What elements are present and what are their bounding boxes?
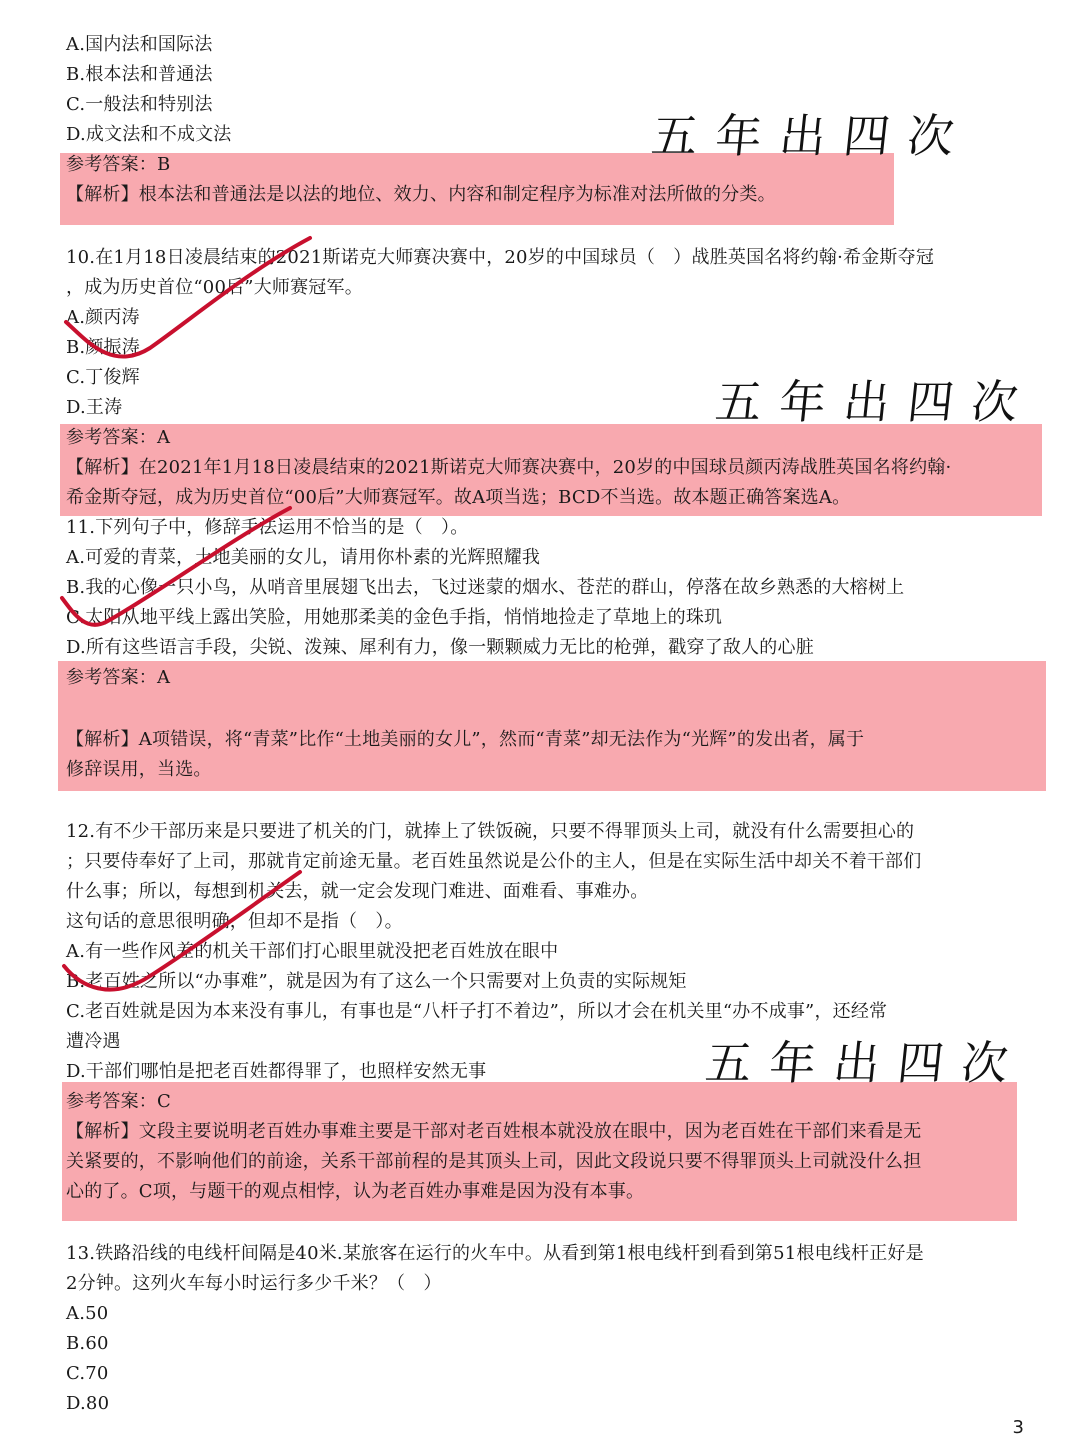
q12-answer: 参考答案：C [66,1091,171,1112]
q10-stem-line: ，成为历史首位“00后”大师赛冠军。 [66,277,363,298]
q12-option-c: C.老百姓就是因为本来没有事儿，有事也是“八杆子打不着边”，所以才会在机关里“办不成事”，还经常 [66,1001,888,1022]
q11-stem-line: 11.下列句子中，修辞手法运用不恰当的是（ ）。 [66,517,469,538]
q12-option-a: A.有一些作风差的机关干部们打心眼里就没把老百姓放在眼中 [66,941,559,962]
q10-answer: 参考答案：A [66,427,171,448]
q12-stem-line: 什么事；所以，每想到机关去，就一定会发现门难进、面难看、事难办。 [66,881,649,902]
q11-analysis-line: 修辞误用，当选。 [66,759,212,780]
q12-option-d: D.干部们哪怕是把老百姓都得罪了，也照样安然无事 [66,1061,487,1082]
q13-stem-line: 13.铁路沿线的电线杆间隔是40米.某旅客在运行的火车中。从看到第1根电线杆到看到第51根电线杆正好是 [66,1243,924,1264]
q11-analysis-line: 【解析】A项错误，将“青菜”比作“土地美丽的女儿”，然而“青菜”却无法作为“光辉”的发出者，属于 [66,729,865,750]
q13-option-a: A.50 [66,1303,109,1324]
q10-analysis-line: 【解析】在2021年1月18日凌晨结束的2021斯诺克大师赛决赛中，20岁的中国球员颜丙涛战胜英国名将约翰· [66,457,952,478]
q13-option-b: B.60 [66,1333,109,1354]
page-number: 3 [1012,1417,1024,1438]
q11-option-c: C.太阳从地平线上露出笑脸，用她那柔美的金色手指，悄悄地捡走了草地上的珠玑 [66,607,723,628]
q9-option-b: B.根本法和普通法 [66,64,213,85]
q11-option-d: D.所有这些语言手段，尖锐、泼辣、犀利有力，像一颗颗威力无比的枪弹，戳穿了敌人的心脏 [66,637,814,658]
q12-stem-line: ；只要侍奉好了上司，那就肯定前途无量。老百姓虽然说是公仆的主人，但是在实际生活中却关不着干部们 [66,851,922,872]
handwritten-note: 五年出四次 [702,1036,1029,1090]
q9-option-d: D.成文法和不成文法 [66,124,232,145]
q11-option-a: A.可爱的青菜，土地美丽的女儿，请用你朴素的光辉照耀我 [66,547,541,568]
q10-analysis-line: 希金斯夺冠，成为历史首位“00后”大师赛冠军。故A项当选；BCD不当选。故本题正确答案选A。 [66,487,851,508]
q11-answer: 参考答案：A [66,667,171,688]
q10-option-c: C.丁俊辉 [66,367,140,388]
q12-analysis-line: 心的了。C项，与题干的观点相悖，认为老百姓办事难是因为没有本事。 [66,1181,645,1202]
q10-stem-line: 10.在1月18日凌晨结束的2021斯诺克大师赛决赛中，20岁的中国球员（ ）战胜英国名将约翰·希金斯夺冠 [66,247,935,268]
q10-option-a: A.颜丙涛 [66,307,140,328]
q12-stem-line: 这句话的意思很明确，但却不是指（ ）。 [66,911,403,932]
q10-option-d: D.王涛 [66,397,123,418]
q12-option-c-cont: 遭冷遇 [66,1031,121,1052]
q13-option-d: D.80 [66,1393,110,1414]
q10-option-b: B.颜振涛 [66,337,140,358]
q13-stem-line: 2分钟。这列火车每小时运行多少千米？（ ） [66,1273,442,1294]
q9-option-c: C.一般法和特别法 [66,94,213,115]
q12-stem-line: 12.有不少干部历来是只要进了机关的门，就捧上了铁饭碗，只要不得罪顶头上司，就没有什么需要担心的 [66,821,915,842]
q13-option-c: C.70 [66,1363,109,1384]
q9-answer: 参考答案：B [66,154,171,175]
handwritten-note: 五年出四次 [648,109,975,163]
q12-analysis-line: 关紧要的，不影响他们的前途，关系干部前程的是其顶头上司，因此文段说只要不得罪顶头上司就没什么担 [66,1151,922,1172]
q9-analysis-line: 【解析】根本法和普通法是以法的地位、效力、内容和制定程序为标准对法所做的分类。 [66,184,776,205]
q11-option-b: B.我的心像一只小鸟，从哨音里展翅飞出去，飞过迷蒙的烟水、苍茫的群山，停落在故乡熟悉的大榕树上 [66,577,905,598]
q9-option-a: A.国内法和国际法 [66,34,213,55]
q12-analysis-line: 【解析】文段主要说明老百姓办事难主要是干部对老百姓根本就没放在眼中，因为老百姓在干部们来看是无 [66,1121,922,1142]
q12-option-b: B.老百姓之所以“办事难”，就是因为有了这么一个只需要对上负责的实际规矩 [66,971,687,992]
handwritten-note: 五年出四次 [712,375,1039,429]
